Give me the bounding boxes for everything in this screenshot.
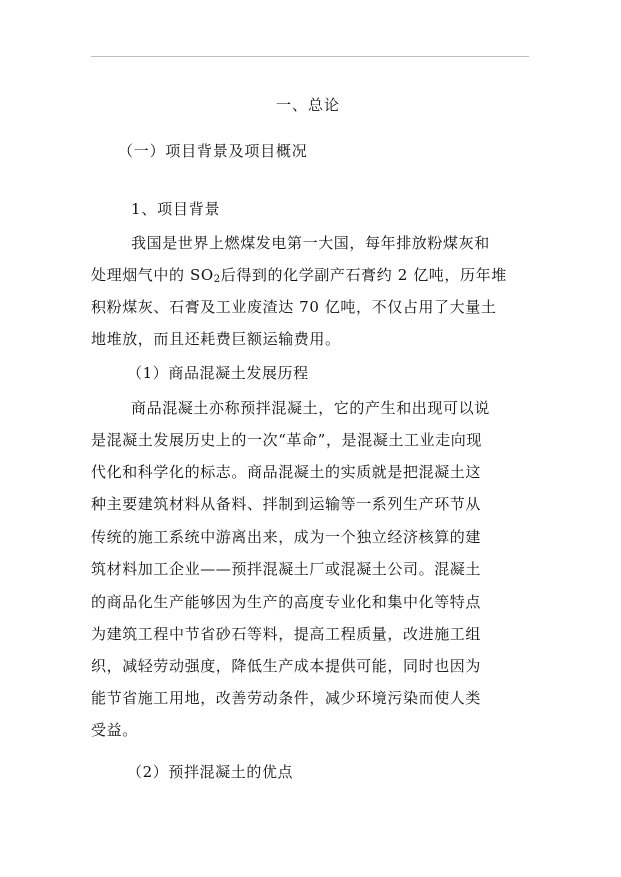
- paragraph-line: [91, 265, 507, 285]
- line-part: 后得到的化学副产石膏约 2 亿吨，历年堆: [220, 266, 507, 284]
- paragraph-line: 种主要建筑材料从备料、拌制到运输等一系列生产环节从: [91, 495, 482, 513]
- paragraph-line: 代化和科学化的标志。商品混凝土的实质就是把混凝土这: [91, 463, 482, 481]
- item-heading: （2）预拌混凝土的优点: [127, 763, 294, 781]
- header-rule: [91, 56, 529, 57]
- section-heading: （一）项目背景及项目概况: [118, 142, 308, 160]
- paragraph-line: 我国是世界上燃煤发电第一大国，每年排放粉煤灰和: [131, 234, 490, 252]
- line-part: 处理烟气中的 SO: [91, 266, 214, 284]
- chapter-title: 一、总论: [276, 96, 341, 114]
- item-heading: （1）商品混凝土发展历程: [127, 364, 309, 382]
- paragraph-line: 能节省施工用地，改善劳动条件，减少环境污染而使人类: [91, 689, 482, 707]
- paragraph-line: 地堆放，而且还耗费巨额运输费用。: [91, 330, 341, 348]
- subsection-heading: 1、项目背景: [131, 200, 221, 218]
- paragraph-line: 是混凝土发展历史上的一次“革命”，是混凝土工业走向现: [91, 431, 482, 449]
- paragraph-line: 为建筑工程中节省砂石等料，提高工程质量，改进施工组: [91, 625, 482, 643]
- subscript: 2: [213, 274, 221, 285]
- paragraph-line: 积粉煤灰、石膏及工业废渣达 70 亿吨，不仅占用了大量土: [91, 298, 497, 316]
- paragraph-line: 的商品化生产能够因为生产的高度专业化和集中化等特点: [91, 593, 482, 611]
- paragraph-line: 筑材料加工企业——预拌混凝土厂或混凝土公司。混凝土: [91, 560, 482, 578]
- paragraph-line: 传统的施工系统中游离出来，成为一个独立经济核算的建: [91, 528, 482, 546]
- paragraph-line: 商品混凝土亦称预拌混凝土，它的产生和出现可以说: [131, 399, 490, 417]
- paragraph-line: 织，减轻劳动强度，降低生产成本提供可能，同时也因为: [91, 657, 482, 675]
- paragraph-line: 受益。: [91, 721, 138, 739]
